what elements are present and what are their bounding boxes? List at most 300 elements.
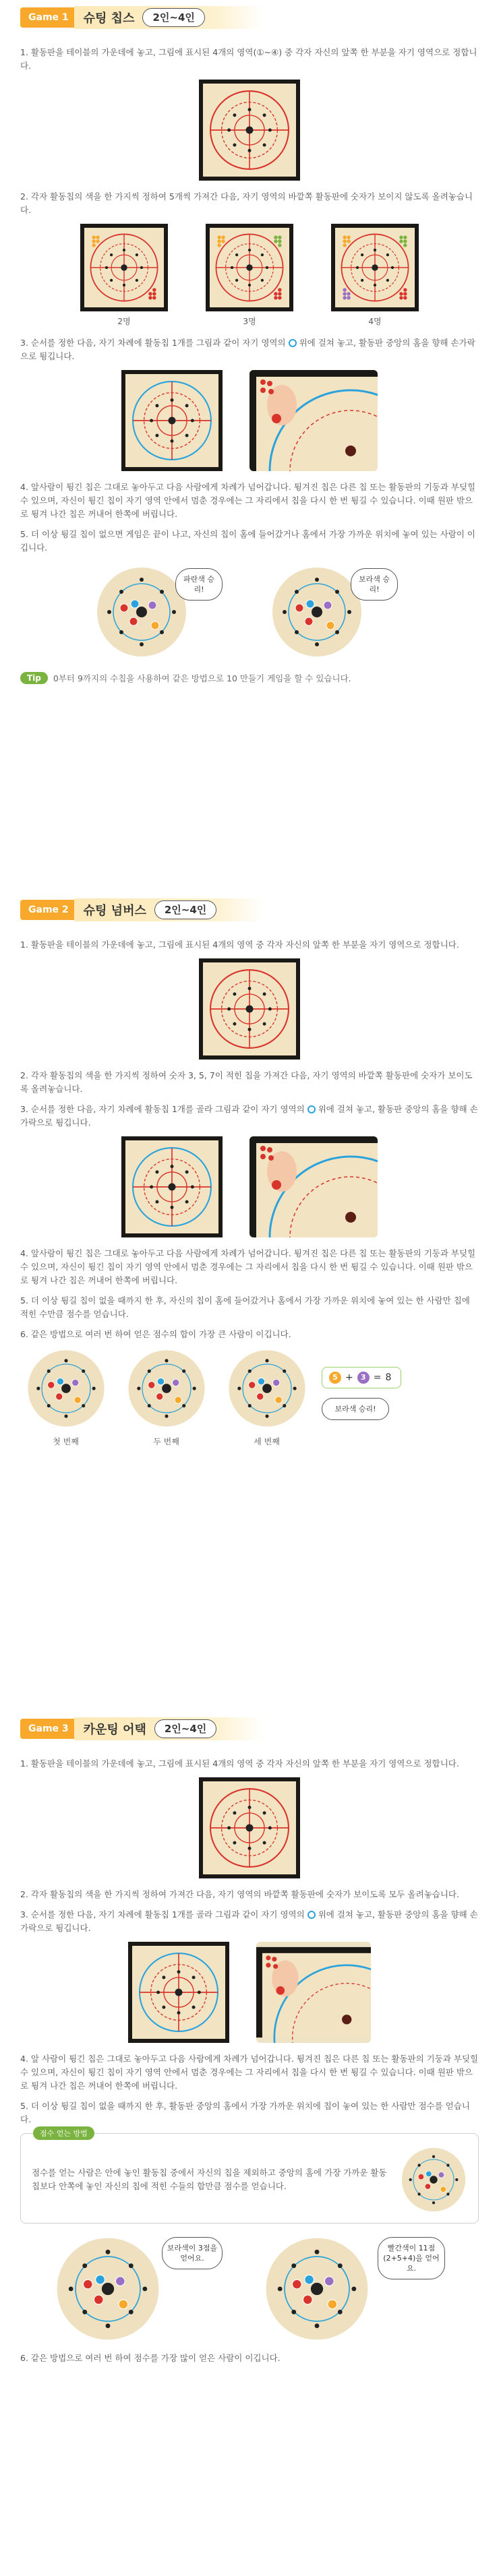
chip xyxy=(217,235,221,239)
chip xyxy=(276,1986,285,1995)
flicking-photo xyxy=(250,1136,378,1237)
game2-header xyxy=(0,896,499,923)
round-board-graphic xyxy=(270,565,364,659)
peg xyxy=(106,2250,111,2255)
chip xyxy=(403,292,407,295)
step3-text-a: 3. 순서를 정한 다음, 자기 차례에 활동칩 1개를 골라 그림과 같이 자기 영역의 xyxy=(20,1104,305,1114)
peg xyxy=(171,1165,174,1168)
game2-board-row-1 xyxy=(0,958,499,1060)
chip xyxy=(83,2279,92,2289)
round-board-graphic xyxy=(227,1348,307,1429)
peg xyxy=(185,1170,189,1173)
board-caption: 2명 xyxy=(117,317,131,326)
peg xyxy=(335,590,339,594)
game3-result-1 xyxy=(47,2232,236,2346)
chip xyxy=(266,1955,270,1960)
peg xyxy=(171,1206,174,1209)
peg xyxy=(446,2192,449,2195)
peg xyxy=(182,1370,185,1373)
chip xyxy=(248,1382,255,1388)
peg xyxy=(82,1370,85,1373)
chip xyxy=(343,235,346,239)
chip xyxy=(92,243,95,247)
chip xyxy=(151,621,159,630)
chip xyxy=(96,239,99,243)
peg xyxy=(235,279,238,282)
game3-title-band xyxy=(74,1717,263,1740)
chip xyxy=(324,601,332,609)
chip xyxy=(131,600,139,608)
peg xyxy=(155,404,158,407)
score-panel xyxy=(322,1367,401,1420)
center-hole xyxy=(245,126,253,133)
peg xyxy=(82,1404,85,1407)
chip xyxy=(260,1154,266,1159)
round-caption: 첫 번째 xyxy=(53,1437,79,1446)
step3-text-a: 3. 순서를 정한 다음, 자기 차례에 활동칩 1개를 골라 그림과 같이 자기 영역의 xyxy=(20,1909,305,1920)
speech-bubble: 파란색 승리! xyxy=(175,568,223,601)
chip xyxy=(347,292,350,295)
game-board xyxy=(121,370,223,471)
peg xyxy=(192,2006,196,2009)
peg xyxy=(162,1975,165,1979)
game3-step1: 1. 활동판을 테이블의 가운데에 놓고, 그림에 표시된 4개의 영역 중 각자 자신의 앞쪽 한 부분을 자기 영역으로 정합니다. xyxy=(20,1758,459,1769)
game3-step5: 5. 더 이상 튕길 칩이 없을 때까지 한 후, 활동판 중앙의 홈에서 가장 가까운 위치에 칩이 놓여 있는 한 사람만 점수를 얻습니다. xyxy=(20,2101,470,2124)
chip xyxy=(71,1379,78,1386)
peg xyxy=(191,1186,194,1189)
chip xyxy=(217,243,221,247)
peg xyxy=(171,439,174,443)
game1-title: 슈팅 칩스 xyxy=(83,11,135,26)
chip xyxy=(347,296,350,299)
peg xyxy=(237,1386,241,1390)
peg xyxy=(82,2310,87,2314)
peg xyxy=(165,1359,168,1362)
peg xyxy=(263,1022,266,1026)
chip xyxy=(292,2279,301,2289)
chip xyxy=(96,2275,105,2284)
chip xyxy=(55,1393,62,1400)
chip xyxy=(260,379,266,385)
chip xyxy=(426,2171,432,2177)
peg xyxy=(432,2201,435,2204)
chip xyxy=(278,288,281,291)
peg xyxy=(248,249,251,251)
chip xyxy=(268,1155,274,1161)
chip xyxy=(256,1393,263,1400)
chip xyxy=(438,2172,444,2178)
chip xyxy=(120,604,128,612)
game3-result-2 xyxy=(263,2232,452,2346)
chip xyxy=(148,601,156,609)
round-3 xyxy=(221,1348,312,1447)
rule-tag: 점수 얻는 방법 xyxy=(33,2126,94,2140)
chip xyxy=(258,1378,264,1385)
peg xyxy=(268,1008,272,1011)
chip xyxy=(92,239,95,243)
peg xyxy=(248,1806,252,1809)
score-box xyxy=(322,1367,401,1388)
game2-title: 슈팅 넘버스 xyxy=(83,904,146,918)
peg xyxy=(361,279,363,282)
peg xyxy=(261,279,264,282)
peg xyxy=(263,144,266,147)
game1-title-band xyxy=(74,6,263,29)
peg xyxy=(192,1386,196,1390)
chip xyxy=(272,1379,279,1386)
board-face xyxy=(210,228,289,307)
peg xyxy=(409,2178,412,2181)
game3-step6: 6. 같은 방법으로 여러 번 하여 점수를 가장 많이 얻은 사람이 이깁니다. xyxy=(20,2353,281,2363)
game3-step2: 2. 각자 활동칩의 색을 한 가지씩 정하여 가져간 다음, 자기 영역의 바깥쪽 활동판에 숫자가 보이도록 모두 올려놓습니다. xyxy=(20,1889,459,1899)
game2-section xyxy=(0,896,499,1449)
chip xyxy=(440,2186,446,2192)
game2-tag: Game 2 xyxy=(20,900,77,920)
chip xyxy=(115,2277,125,2286)
speech-bubble: 보라색 승리! xyxy=(351,568,398,601)
game3-players-badge: 2인~4인 xyxy=(154,1719,216,1738)
peg xyxy=(356,266,359,269)
chip xyxy=(175,1397,181,1403)
board-face xyxy=(125,374,218,467)
game-board xyxy=(199,958,300,1060)
peg xyxy=(265,1359,268,1362)
chip xyxy=(343,239,346,243)
peg xyxy=(136,279,138,282)
flick-graphic xyxy=(250,1136,378,1237)
peg xyxy=(295,630,299,634)
peg xyxy=(36,1386,40,1390)
peg xyxy=(110,279,113,282)
chip xyxy=(403,288,407,291)
chip xyxy=(268,389,274,394)
center-hole xyxy=(262,1384,272,1393)
round-1 xyxy=(20,1348,111,1447)
chip xyxy=(399,296,403,299)
game1-tag: Game 1 xyxy=(20,7,77,28)
peg xyxy=(374,284,376,286)
chip xyxy=(328,2300,337,2309)
chip xyxy=(221,235,225,239)
chip xyxy=(274,239,277,243)
center-hole xyxy=(372,264,378,270)
peg xyxy=(106,2323,111,2328)
chip xyxy=(94,2295,103,2304)
peg xyxy=(265,1415,268,1418)
peg xyxy=(191,419,194,423)
round-board-graphic xyxy=(54,2235,162,2343)
peg xyxy=(64,1415,67,1418)
game3-step3 xyxy=(0,1908,499,1935)
chip xyxy=(399,292,403,295)
peg xyxy=(338,2263,343,2268)
chip xyxy=(343,296,346,299)
board-graphic xyxy=(210,228,289,307)
chip xyxy=(403,243,407,247)
game2-step5: 5. 더 이상 튕길 칩이 없을 때까지 한 후, 자신의 칩이 홈에 들어갔거나 홈에서 가장 가까운 위치에 놓여 있는 한 사람만 칩에 적힌 수만큼 점수를 얻습니다. xyxy=(20,1295,470,1319)
peg xyxy=(247,1404,251,1407)
game-board xyxy=(199,80,300,181)
peg xyxy=(155,1170,158,1173)
game2-step4: 4. 앞사람이 튕긴 칩은 그대로 놓아두고 다음 사람에게 차례가 넘어갑니다. 튕겨진 칩은 다른 칩 또는 활동판의 기둥과 부딪힐 수 있으며, 자신이 튕긴 칩이 자기 영역 안에서 멈춘 경우에는 그 자리에서 칩을 다시 한 번 튕길 수 있습니다. 이때 원판 밖으로 튕겨 나간 칩은 꺼내어 한쪽에 버립니다. xyxy=(20,1248,476,1285)
peg xyxy=(123,284,125,286)
chip xyxy=(347,235,350,239)
peg xyxy=(231,266,233,269)
chip xyxy=(403,239,407,243)
peg xyxy=(446,2164,449,2166)
chip xyxy=(266,1963,270,1967)
board-face xyxy=(203,962,296,1055)
peg xyxy=(129,2310,134,2314)
peg xyxy=(137,1386,140,1390)
star-hole xyxy=(345,1212,356,1223)
peg xyxy=(386,253,389,256)
chip xyxy=(57,1378,63,1385)
game2-step3 xyxy=(0,1103,499,1130)
chip xyxy=(148,1382,154,1388)
peg xyxy=(291,2263,296,2268)
board-face xyxy=(203,1781,296,1874)
center-hole xyxy=(175,1988,182,1996)
game1-board-row-2 xyxy=(0,224,499,327)
game1-result-row xyxy=(0,561,499,663)
board-graphic xyxy=(125,374,218,467)
game1-step4: 4. 앞사람이 튕긴 칩은 그대로 놓아두고 다음 사람에게 차례가 넘어갑니다. 튕겨진 칩은 다른 칩 또는 활동판의 기둥과 부딪힐 수 있으며, 자신이 튕긴 칩이 자기 영역 안에서 멈춘 경우에는 그 자리에서 칩을 다시 한 번 튕길 수 있습니다. 이때 원판 밖으로 튕겨 나간 칩은 꺼내어 한쪽에 버립니다. xyxy=(20,482,476,519)
game2-board-row-2 xyxy=(0,1136,499,1237)
board-graphic xyxy=(203,962,296,1055)
peg xyxy=(417,2164,420,2166)
peg xyxy=(351,2287,356,2292)
peg xyxy=(165,1415,168,1418)
chip xyxy=(343,243,346,247)
chip xyxy=(274,235,277,239)
peg xyxy=(293,1386,296,1390)
chip-score-a: 5 xyxy=(329,1372,341,1384)
peg xyxy=(140,642,144,646)
game1-step1: 1. 활동판을 테이블의 가운데에 놓고, 그림에 표시된 4개의 영역(①~④) 중 각자 자신의 앞쪽 한 부분을 자기 영역으로 정합니다. xyxy=(20,47,477,71)
center-hole xyxy=(312,607,322,617)
peg xyxy=(263,992,266,995)
chip xyxy=(295,604,303,612)
peg xyxy=(47,1404,50,1407)
peg xyxy=(107,610,111,614)
board-graphic xyxy=(132,1946,225,2039)
game-board xyxy=(121,1136,223,1237)
peg xyxy=(92,1386,95,1390)
chip xyxy=(347,239,350,243)
chip xyxy=(221,239,225,243)
scoring-rule-box xyxy=(20,2129,479,2224)
round-board-graphic xyxy=(126,1348,207,1429)
peg xyxy=(361,253,363,256)
chip xyxy=(272,1957,276,1961)
chip xyxy=(403,296,407,299)
round-caption: 두 번째 xyxy=(153,1437,179,1446)
peg xyxy=(171,398,174,402)
game2-players-badge: 2인~4인 xyxy=(154,900,216,919)
peg xyxy=(64,1359,67,1362)
chip xyxy=(260,1146,266,1151)
chip xyxy=(399,239,403,243)
chip xyxy=(152,288,156,291)
chip xyxy=(272,1180,281,1190)
speech-bubble: 빨간색이 11점(2+5+4)을 얻어요. xyxy=(378,2237,445,2279)
chip xyxy=(305,2275,314,2284)
peg xyxy=(110,253,113,256)
peg xyxy=(119,590,123,594)
flick-graphic xyxy=(256,1942,371,2043)
round-board-graphic xyxy=(26,1348,107,1429)
game2-step6: 6. 같은 방법으로 여러 번 하여 얻은 점수의 합이 가장 큰 사람이 이깁니다. xyxy=(20,1329,291,1339)
game-board xyxy=(199,1777,300,1878)
peg xyxy=(263,113,266,117)
chip xyxy=(148,296,152,299)
chip xyxy=(425,2184,431,2190)
peg xyxy=(266,266,268,269)
peg xyxy=(233,1841,236,1845)
chip xyxy=(305,617,313,625)
peg xyxy=(315,2250,320,2255)
center-hole xyxy=(430,2176,437,2183)
peg xyxy=(156,1991,160,1994)
chip xyxy=(267,1147,272,1153)
game-board xyxy=(80,224,168,311)
star-hole xyxy=(345,446,356,456)
chip xyxy=(157,1378,164,1385)
peg xyxy=(291,2310,296,2314)
peg xyxy=(386,279,389,282)
center-hole xyxy=(102,2283,114,2295)
star-hole xyxy=(342,2015,351,2024)
chip xyxy=(326,621,334,630)
peg xyxy=(119,630,123,634)
game1-step3 xyxy=(0,336,499,363)
peg xyxy=(150,1186,153,1189)
center-hole xyxy=(246,264,252,270)
chip xyxy=(303,2295,312,2304)
peg xyxy=(315,2323,320,2328)
peg xyxy=(248,1847,252,1850)
chip xyxy=(324,2277,334,2286)
game3-title: 카운팅 어택 xyxy=(83,1723,146,1737)
board-graphic xyxy=(125,1140,218,1233)
chip xyxy=(399,235,403,239)
peg xyxy=(263,1841,266,1845)
game3-section xyxy=(0,1715,499,2372)
chip xyxy=(343,292,346,295)
game1-result-2 xyxy=(270,561,405,663)
game-board xyxy=(331,224,419,311)
peg xyxy=(192,1975,196,1979)
flicking-photo xyxy=(250,370,378,471)
round-caption: 세 번째 xyxy=(254,1437,280,1446)
peg xyxy=(129,2263,134,2268)
peg xyxy=(233,992,236,995)
peg xyxy=(136,253,138,256)
peg xyxy=(177,2011,181,2015)
game1-step2: 2. 각자 활동칩의 색을 한 가지씩 정하여 5개씩 가져간 다음, 자기 영역의 바깥쪽 활동판에 숫자가 보이지 않도록 올려놓습니다. xyxy=(20,191,473,215)
peg xyxy=(247,1370,251,1373)
step3-text-b: 위에 걸쳐 놓고, 활동판 중앙의 홈을 향해 손가락으로 튕깁니다. xyxy=(20,1104,478,1128)
chip xyxy=(119,2300,128,2309)
chip xyxy=(156,1393,163,1400)
center-hole xyxy=(245,1005,253,1012)
peg xyxy=(105,266,108,269)
peg xyxy=(82,2263,87,2268)
board-graphic xyxy=(203,84,296,177)
board-edge xyxy=(250,370,256,471)
game2-round-row xyxy=(0,1348,499,1449)
chip xyxy=(278,292,281,295)
chip xyxy=(74,1397,81,1403)
peg xyxy=(374,249,376,251)
board-edge xyxy=(256,1947,371,1953)
peg xyxy=(185,404,189,407)
game1-header xyxy=(0,4,499,31)
board-face xyxy=(203,84,296,177)
peg xyxy=(172,610,176,614)
board-caption: 3명 xyxy=(243,317,256,326)
center-hole xyxy=(136,607,147,617)
game-board xyxy=(128,1942,229,2043)
chip xyxy=(217,239,221,243)
peg xyxy=(150,419,153,423)
game2-step2: 2. 각자 활동칩의 색을 한 가지씩 정하여 숫자 3, 5, 7이 적힌 칩을 가져간 다음, 자기 영역의 바깥쪽 활동판에 숫자가 보이도록 올려놓습니다. xyxy=(20,1070,473,1094)
game3-tag: Game 3 xyxy=(20,1719,77,1739)
tip-text: 0부터 9까지의 수칩을 사용하여 같은 방법으로 10 만들기 게임을 할 수 있습니다. xyxy=(53,673,351,683)
board-edge xyxy=(250,1136,256,1237)
peg xyxy=(182,1404,185,1407)
peg xyxy=(455,2178,458,2181)
chip xyxy=(275,1397,282,1403)
peg xyxy=(391,266,394,269)
board-graphic xyxy=(335,228,415,307)
chip xyxy=(278,296,281,299)
chip xyxy=(278,235,281,239)
peg xyxy=(417,2192,420,2195)
game3-header xyxy=(0,1715,499,1742)
peg xyxy=(185,1200,189,1204)
peg xyxy=(147,1370,150,1373)
peg xyxy=(123,249,125,251)
chip xyxy=(260,388,266,393)
peg xyxy=(315,578,319,582)
peg xyxy=(155,1200,158,1204)
peg xyxy=(268,129,272,132)
game1-players-badge: 2인~4인 xyxy=(142,8,204,27)
peg xyxy=(283,610,287,614)
peg xyxy=(233,113,236,117)
game1-section xyxy=(0,0,499,684)
game2-title-band xyxy=(74,898,263,921)
peg xyxy=(283,1370,286,1373)
chip-score-b: 3 xyxy=(357,1372,370,1384)
game1-board-4p xyxy=(331,224,419,327)
game2-step1: 1. 활동판을 테이블의 가운데에 놓고, 그림에 표시된 4개의 영역 중 각자 자신의 앞쪽 한 부분을 자기 영역으로 정합니다. xyxy=(20,940,459,950)
board-face xyxy=(125,1140,218,1233)
peg xyxy=(227,129,231,132)
center-hole xyxy=(311,2283,323,2295)
chip xyxy=(129,617,138,625)
chip xyxy=(306,600,314,608)
blue-ring-icon xyxy=(307,1105,316,1113)
blue-ring-icon xyxy=(289,339,297,347)
peg xyxy=(268,1827,272,1830)
game3-step4: 4. 앞 사람이 튕긴 칩은 그대로 놓아두고 다음 사람에게 차례가 넘어갑니다. 튕겨진 칩은 다른 칩 또는 활동판의 기둥과 부딪힐 수 있으며, 자신이 튕긴 칩이 자기 영역 안에서 멈춘 경우에는 그 자리에서 칩을 다시 한 번 튕길 수 있습니다. 이때 원판 밖으로 튕겨 나간 칩은 꺼내어 한쪽에 버립니다. xyxy=(20,2054,479,2091)
center-hole xyxy=(61,1384,71,1393)
peg xyxy=(248,108,252,111)
chip xyxy=(343,288,346,291)
